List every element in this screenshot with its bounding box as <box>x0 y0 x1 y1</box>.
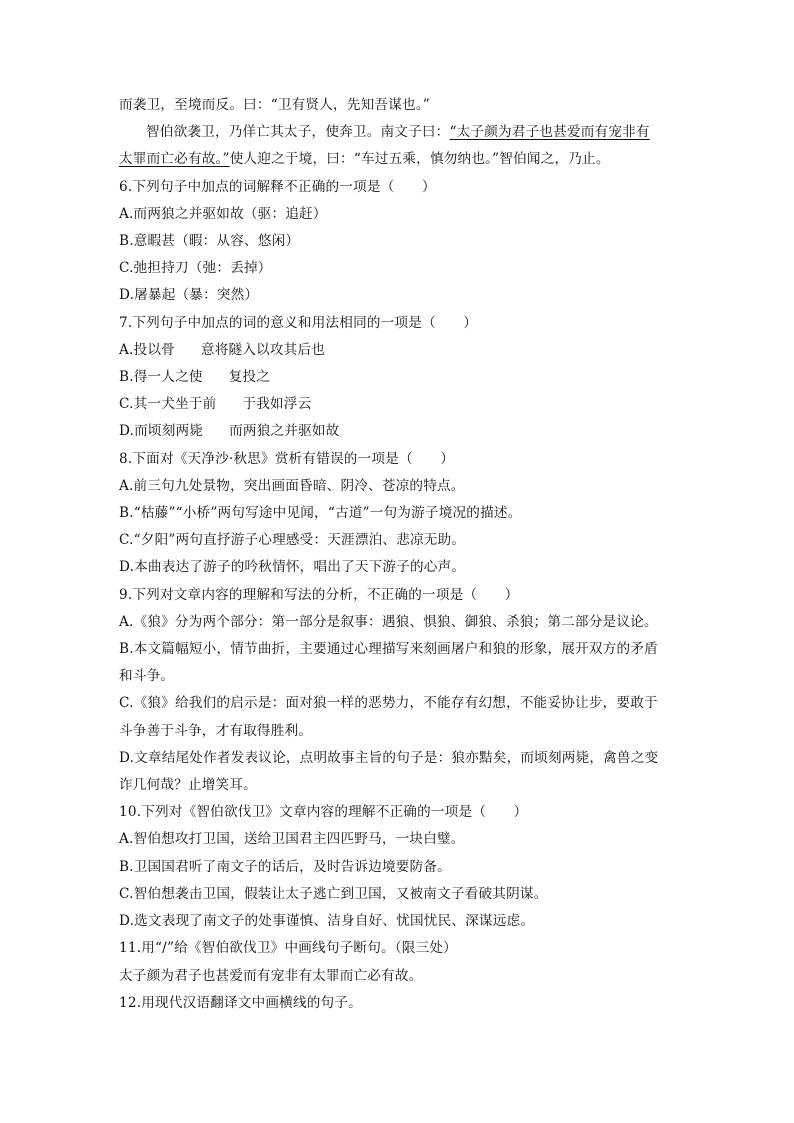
q7-option-a-second: 意将隧入以攻其后也 <box>200 341 326 358</box>
q7-option-d-second: 而两狼之并驱如故 <box>229 423 340 440</box>
passage-line-1: 而袭卫，至境而反。曰：“卫有贤人，先知吾谋也。” <box>119 97 430 113</box>
q12-stem: 12.用现代汉语翻译文中画横线的句子。 <box>119 994 362 1011</box>
q9-option-c-line-2: 斗争善于斗争，才有取得胜利。 <box>119 722 313 739</box>
q7-option-b-first: B.得一人之使 <box>119 369 203 386</box>
q7-option-d <box>119 418 679 445</box>
q10-option-d: D.选文表现了南文子的处事谨慎、洁身自好、忧国忧民、深谋远虑。 <box>119 913 535 930</box>
underlined-sentence-part-2: 太罪而亡必有故。” <box>119 151 230 168</box>
q10-option-c: C.智伯想袭击卫国，假装让太子逃亡到卫国，又被南文子看破其阴谋。 <box>119 885 548 902</box>
q6-option-d: D.屠暴起（暴：突然） <box>119 287 259 304</box>
q9-option-c-line-1: C.《狼》给我们的启示是：面对狼一样的恶势力，不能存有幻想，不能妥协让步，要敢于 <box>119 695 658 712</box>
q11-sentence: 太子颜为君子也甚爱而有宠非有太罪而亡必有故。 <box>119 967 423 984</box>
q6-stem: 6.下列句子中加点的词解释不正确的一项是（ ） <box>119 178 436 195</box>
q8-option-b: B.“枯藤”“小桥”两句写途中见闻，“古道”一句为游子境况的描述。 <box>119 505 522 522</box>
q7-option-c <box>119 391 679 418</box>
passage-para-2-end: 使人迎之于境，曰：“车过五乘，慎勿纳也。”智伯闻之，乃止。 <box>229 151 610 168</box>
q9-option-b-line-2: 和斗争。 <box>119 668 175 685</box>
passage-para-2-line-1 <box>119 119 679 146</box>
q10-stem: 10.下列对《智伯欲伐卫》文章内容的理解不正确的一项是（ ） <box>119 804 528 821</box>
q8-stem: 8.下面对《天净沙·秋思》赏析有错误的一项是（ ） <box>119 450 455 467</box>
q7-option-c-second: 于我如浮云 <box>242 396 312 413</box>
passage-para-2-line-2 <box>119 146 679 173</box>
passage-para-2-start: 智伯欲袭卫，乃佯亡其太子，使奔卫。南文子曰： <box>146 124 450 141</box>
q7-option-c-first: C.其一犬坐于前 <box>119 396 217 413</box>
q8-option-c: C.“夕阳”两句直抒游子心理感受：天涯漂泊、悲凉无助。 <box>119 532 466 549</box>
underlined-sentence-part-1: “太子颜为君子也甚爱而有宠非有 <box>449 124 650 141</box>
q7-option-b-second: 复投之 <box>228 369 271 386</box>
q7-option-b <box>119 364 679 391</box>
q6-option-b: B.意暇甚（暇：从容、悠闲） <box>119 233 300 250</box>
q8-option-d: D.本曲表达了游子的吟秋情怀，唱出了天下游子的心声。 <box>119 559 466 576</box>
q7-option-a-first: A.投以骨 <box>119 341 175 358</box>
q10-option-a: A.智伯想攻打卫国，送给卫国君主四匹野马，一块白璧。 <box>119 831 465 848</box>
q6-option-c: C.弛担持刀（弛：丢掉） <box>119 260 272 277</box>
q7-option-a <box>119 337 679 364</box>
q7-stem: 7.下列句子中加点的词的意义和用法相同的一项是（ ） <box>119 314 478 331</box>
q9-option-b-line-1: B.本文篇幅短小，情节曲折，主要通过心理描写来刻画屠户和狼的形象，展开双方的矛盾 <box>119 641 658 658</box>
q9-stem: 9.下列对文章内容的理解和写法的分析，不正确的一项是（ ） <box>119 586 519 603</box>
q9-option-d-line-1: D.文章结尾处作者发表议论，点明故事主旨的句子是：狼亦黠矣，而顷刻两毙，禽兽之变 <box>119 749 659 766</box>
q6-option-a: A.而两狼之并驱如故（驱：追赶） <box>119 205 327 222</box>
document-page <box>119 92 679 1017</box>
q7-option-d-first: D.而顷刻两毙 <box>119 423 204 440</box>
q10-option-b: B.卫国国君听了南文子的话后，及时告诉边境要防备。 <box>119 858 451 875</box>
q9-option-d-line-2: 诈几何哉？止增笑耳。 <box>119 777 257 794</box>
q8-option-a: A.前三句九处景物，突出画面昏暗、阴冷、苍凉的特点。 <box>119 477 465 494</box>
q11-stem: 11.用“/”给《智伯欲伐卫》中画线句子断句。（限三处） <box>119 940 457 957</box>
q9-option-a: A.《狼》分为两个部分：第一部分是叙事：遇狼、惧狼、御狼、杀狼；第二部分是议论。 <box>119 613 658 630</box>
